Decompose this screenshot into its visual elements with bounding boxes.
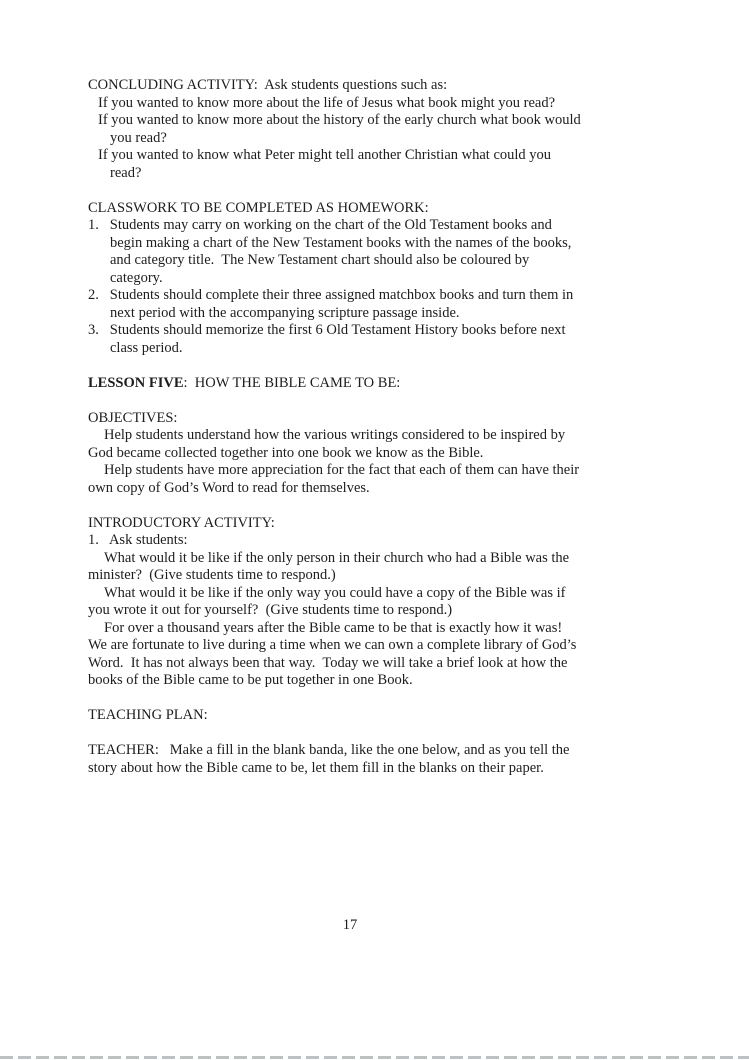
document-body: [88, 77, 699, 777]
text-line: begin making a chart of the New Testament books with the names of the books,: [110, 234, 572, 251]
text-line: 1. Ask students:: [88, 532, 188, 548]
section-objectives: [88, 410, 699, 498]
text-line: Word. It has not always been that way. Today we will take a brief look at how the: [88, 654, 568, 671]
text-line: 1. Students may carry on working on the chart of the Old Testament books and: [88, 217, 552, 233]
text-line: LESSON FIVE: HOW THE BIBLE CAME TO BE:: [88, 374, 401, 391]
text-line: and category title. The New Testament chart should also be coloured by: [110, 252, 530, 268]
text-line: 3. Students should memorize the first 6 Old Testament History books before next: [88, 322, 566, 338]
text-line: story about how the Bible came to be, let them fill in the blanks on their paper.: [88, 759, 544, 776]
section-classwork-homework: [88, 200, 699, 358]
bold-text: LESSON FIVE: [88, 374, 184, 391]
section-introductory-activity: [88, 515, 699, 690]
text-line: For over a thousand years after the Bible came to be that is exactly how it was!: [104, 619, 563, 636]
text-line: CLASSWORK TO BE COMPLETED AS HOMEWORK:: [88, 199, 429, 216]
scan-edge-artifact: [0, 1056, 749, 1059]
text-line: you wrote it out for yourself? (Give students time to respond.): [88, 602, 453, 618]
text-line: next period with the accompanying scripture passage inside.: [110, 304, 460, 321]
text-line: class period.: [110, 339, 183, 356]
text-line: books of the Bible came to be put together in one Book.: [88, 672, 413, 688]
text-line: What would it be like if the only person in their church who had a Bible was the: [104, 549, 570, 566]
text-line: If you wanted to know more about the history of the early church what book would: [98, 112, 581, 128]
text-line: If you wanted to know what Peter might tell another Christian what could you: [98, 147, 552, 163]
section-concluding-activity: [88, 77, 699, 182]
text-line: own copy of God’s Word to read for themselves.: [88, 479, 370, 496]
text-line: We are fortunate to live during a time when we can own a complete library of God’s: [88, 637, 577, 653]
text-line: What would it be like if the only way you could have a copy of the Bible was if: [104, 584, 566, 601]
text-line: read?: [110, 164, 142, 181]
text-line: INTRODUCTORY ACTIVITY:: [88, 514, 275, 531]
section-teacher-instruction: [88, 742, 699, 777]
text-line: CONCLUDING ACTIVITY: Ask students questions such as:: [88, 77, 448, 93]
text-line: 2. Students should complete their three assigned matchbox books and turn them in: [88, 287, 574, 303]
text-line: TEACHING PLAN:: [88, 707, 208, 723]
text-line: minister? (Give students time to respond.): [88, 567, 336, 583]
text-line: category.: [110, 269, 163, 286]
text-line: OBJECTIVES:: [88, 409, 178, 426]
section-teaching-plan: [88, 707, 699, 725]
section-lesson-five-heading: [88, 375, 699, 393]
text-line: God became collected together into one book we know as the Bible.: [88, 444, 484, 461]
text-line: If you wanted to know more about the life of Jesus what book might you read?: [98, 94, 556, 111]
text-line: Help students have more appreciation for the fact that each of them can have their: [104, 462, 580, 478]
page-number: 17: [342, 917, 358, 933]
text-line: TEACHER: Make a fill in the blank banda, like the one below, and as you tell the: [88, 742, 570, 758]
text-line: you read?: [110, 129, 167, 146]
text-line: Help students understand how the various writings considered to be inspired by: [104, 427, 566, 443]
